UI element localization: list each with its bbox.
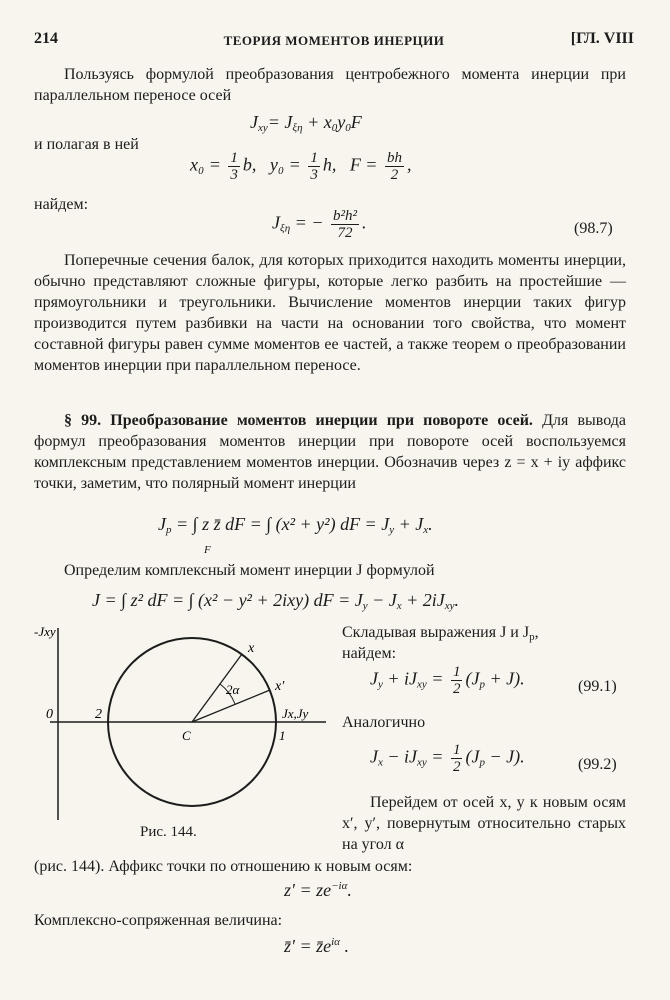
integral-domain-label: F — [204, 544, 211, 556]
paragraph-new-axes: Перейдем от осей x, y к новым осям x′, y′, повернутым относительно старых на угол α — [342, 794, 626, 853]
formula-conjugate: z̄′ = $z̄e^{i\alpha}$ . — [284, 936, 349, 956]
page-number: 214 — [34, 30, 58, 47]
paragraph-intro: Пользуясь формулой преобразования центробежного момента инерции при параллельном переносе осей — [34, 66, 626, 104]
figure-caption: Рис. 144. — [140, 824, 197, 840]
formula-substitution: x₀ = $\frac{1}{3}$ b, y₀ = $\frac{1}{3}$ h, F = $\frac{bh}{2}$ , — [190, 150, 412, 183]
chapter-label: [ГЛ. VIII — [570, 30, 634, 47]
equation-number-98-7: (98.7) — [574, 220, 613, 237]
formula-99-1: $J_y + iJ_{xy}$ = $\frac{1}{2}$ $(J_p + J)$. — [370, 664, 525, 697]
label-minus-jxy: -Jxy — [34, 624, 56, 639]
section-99 — [34, 410, 626, 494]
running-header — [34, 28, 634, 50]
mohr-circle-figure — [30, 620, 330, 840]
paragraph-affix: (рис. 144). Аффикс точки по отношению к новым осям: — [34, 858, 413, 875]
formula-jxy: $J_{xy}= J_{\xi\eta} + x_0y_0F$ — [250, 112, 362, 134]
label-origin: 0 — [46, 707, 53, 722]
formula-affix: $z' = ze^{-i\alpha}$. — [284, 880, 352, 900]
paragraph-sections: Поперечные сечения балок, для которых приходится находить моменты инерции, обычно представляют сложные фигуры, которые легко разбить на простейшие — прямоугольники и треугольники. Вычисление моментов инерции таких фигур производится путем разбивки на части на основании того свойства, что момент составной фигуры равен сумме моментов ее частей, а также теорем о преобразовании моментов инерции при параллельном переносе. — [34, 252, 626, 374]
label-point-1: 1 — [279, 728, 286, 743]
formula-99-2: $J_x - iJ_{xy}$ = $\frac{1}{2}$ $(J_p - J)$. — [370, 742, 525, 775]
formula-polar-moment: $J_p$ = ∫ z z̄ dF = ∫ (x² + y²) dF = $J_y + J_x$. — [158, 514, 433, 536]
paragraph-conjugate: Комплексно-сопряженная величина: — [34, 912, 283, 929]
paragraph-complex-moment: Определим комплексный момент инерции J формулой — [64, 562, 435, 579]
paragraph-similarly: Аналогично — [342, 714, 426, 731]
label-center: C — [182, 728, 191, 743]
section-title: § 99. Преобразование моментов инерции при повороте осей. — [64, 412, 533, 429]
label-x: x — [248, 641, 255, 656]
label-angle: 2α — [226, 682, 240, 697]
formula-complex-moment: J = ∫ z² dF = ∫ (x² − y² + 2ixy) dF = $J_y - J_x + 2iJ_{xy}$. — [92, 590, 460, 612]
formula-98-7: $J_{\xi\eta}$ = − $\frac{\text{b²h²}}{72}$ . — [272, 208, 367, 241]
label-point-2: 2 — [95, 707, 102, 722]
equation-number-99-2: (99.2) — [578, 756, 617, 773]
label-jx-jy: Jx,Jy — [282, 706, 309, 721]
equation-number-99-1: (99.1) — [578, 678, 617, 695]
running-title: ТЕОРИЯ МОМЕНТОВ ИНЕРЦИИ — [223, 33, 445, 48]
paragraph-substitution: и полагая в ней — [34, 136, 139, 153]
section-text: Для вывода формул преобразования моментов инерции при повороте осей воспользуемся комплексным представлением моментов инерции. Обозначив через z = x + iy аффикс точки, заметим, что полярный момент инерции — [34, 412, 626, 492]
paragraph-adding: Складывая выражения J и $J_p$, найдем: — [342, 624, 539, 662]
paragraph-find: найдем: — [34, 196, 89, 213]
label-x-prime: x′ — [275, 679, 285, 694]
